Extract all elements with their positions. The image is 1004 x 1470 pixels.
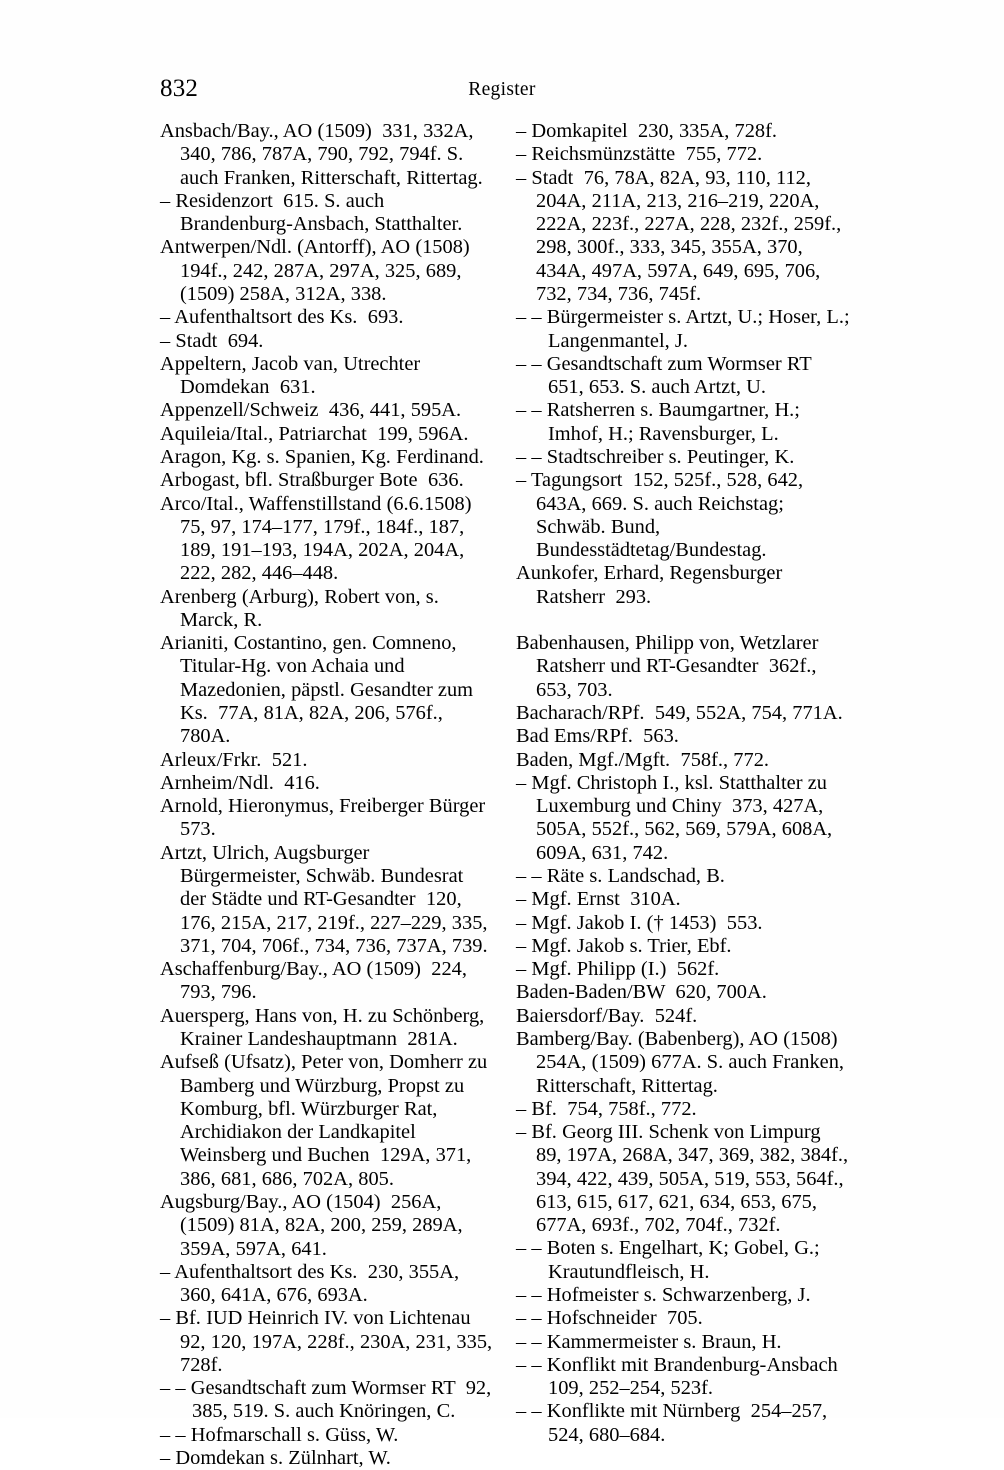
index-subentry: – Reichsmünzstätte 755, 772. bbox=[516, 143, 763, 166]
index-column-left bbox=[160, 120, 498, 1470]
index-subentry: – – Gesandtschaft zum Wormser RT 651, 653. S. auch Artzt, U. bbox=[516, 352, 822, 399]
index-entry: Arco/Ital., Waffenstillstand (6.6.1508) 75, 97, 174–177, 179f., 184f., 187, 189, 191–193, 194A, 202A, 204A, 222, 282, 446–448. bbox=[160, 492, 482, 585]
index-entry: Arnheim/Ndl. 416. bbox=[160, 771, 320, 794]
index-subentry: – Mgf. Philipp (I.) 562f. bbox=[516, 958, 720, 981]
section-break bbox=[516, 609, 850, 632]
index-entry: Aschaffenburg/Bay., AO (1509) 224, 793, 796. bbox=[160, 958, 473, 1004]
index-subentry: – – Räte s. Landschad, B. bbox=[516, 864, 725, 887]
index-entry: Babenhausen, Philipp von, Wetzlarer Ratsherr und RT-Gesandter 362f., 653, 703. bbox=[516, 632, 824, 701]
index-subentry: – Mgf. Jakob I. († 1453) 553. bbox=[516, 911, 763, 934]
index-subentry: – – Hofschneider 705. bbox=[516, 1307, 703, 1330]
index-subentry: – – Boten s. Engelhart, K; Gobel, G.; Krautundfleisch, H. bbox=[516, 1237, 825, 1283]
index-subentry: – Mgf. Jakob s. Trier, Ebf. bbox=[516, 934, 732, 957]
index-subentry: – – Stadtschreiber s. Peutinger, K. bbox=[516, 445, 795, 468]
index-subentry: – Stadt 76, 78A, 82A, 93, 110, 112, 204A, 211A, 213, 216–219, 220A, 222A, 223f., 227A, 228, 232f., 259f., 298, 300f., 333, 345, 355A, 370, 434A, 497A, 597A, 649, 695, 706, 732, 734, 736, 745f. bbox=[516, 166, 847, 305]
index-entry: Baiersdorf/Bay. 524f. bbox=[516, 1004, 698, 1027]
index-entry: Ansbach/Bay., AO (1509) 331, 332A, 340, 786, 787A, 790, 792, 794f. S. auch Franken, Ritterschaft, Rittertag. bbox=[160, 120, 483, 189]
index-subentry: – Bf. IUD Heinrich IV. von Lichtenau 92, 120, 197A, 228f., 230A, 231, 335, 728f. bbox=[160, 1307, 498, 1376]
index-subentry: – – Hofmeister s. Schwarzenberg, J. bbox=[516, 1284, 811, 1307]
index-entry: Antwerpen/Ndl. (Antorff), AO (1508) 194f., 242, 287A, 297A, 325, 689, (1509) 258A, 312A, 338. bbox=[160, 236, 481, 305]
index-subentry: – Bf. Georg III. Schenk von Limpurg 89, 197A, 268A, 347, 369, 382, 384f., 394, 422, 439, 505A, 519, 553, 564f., 613, 615, 617, 621, 634, 653, 675, 677A, 693f., 702, 704f., 732f. bbox=[516, 1121, 854, 1237]
index-entry: Aquileia/Ital., Patriarchat 199, 596A. bbox=[160, 422, 469, 445]
index-subentry: – Mgf. Ernst 310A. bbox=[516, 888, 681, 911]
index-entry: Bamberg/Bay. (Babenberg), AO (1508) 254A, (1509) 677A. S. auch Franken, Ritterschaft, Rittertag. bbox=[516, 1027, 850, 1097]
index-subentry: – – Gesandtschaft zum Wormser RT 92, 385, 519. S. auch Knöringen, C. bbox=[160, 1377, 497, 1423]
index-subentry: – Domkapitel 230, 335A, 728f. bbox=[516, 120, 778, 142]
index-entry: Aufseß (Ufsatz), Peter von, Domherr zu Bamberg und Würzburg, Propst zu Komburg, bfl. Würzburger Rat, Archidiakon der Landkapitel Weinsberg und Buchen 129A, 371, 386, 681, 686, 702A, 805. bbox=[160, 1051, 493, 1190]
index-entry: Bad Ems/RPf. 563. bbox=[516, 725, 679, 748]
index-entry: Auersperg, Hans von, H. zu Schönberg, Krainer Landeshauptmann 281A. bbox=[160, 1004, 490, 1050]
index-subentry: – Stadt 694. bbox=[160, 329, 264, 352]
index-entry: Arianiti, Costantino, gen. Comneno, Titular-Hg. von Achaia und Mazedonien, päpstl. Gesandter zum Ks. 77A, 81A, 82A, 206, 576f., 780A. bbox=[160, 632, 479, 748]
index-subentry: – – Konflikte mit Nürnberg 254–257, 524, 680–684. bbox=[516, 1400, 833, 1446]
page-title: Register bbox=[468, 79, 536, 100]
index-entry: Appeltern, Jacob van, Utrechter Domdekan 631. bbox=[160, 352, 426, 399]
index-subentry: – Tagungsort 152, 525f., 528, 642, 643A, 669. S. auch Reichstag; Schwäb. Bund, Bundesstädtetag/Bundestag. bbox=[516, 469, 809, 562]
index-entry: Arleux/Frkr. 521. bbox=[160, 748, 308, 771]
index-subentry: – Aufenthaltsort des Ks. 693. bbox=[160, 306, 404, 329]
index-subentry: – – Ratsherren s. Baumgartner, H.; Imhof, H.; Ravensburger, L. bbox=[516, 399, 806, 445]
index-columns bbox=[160, 120, 855, 1470]
index-entry: Bacharach/RPf. 549, 552A, 754, 771A. bbox=[516, 702, 843, 725]
index-subentry: – – Hofmarschall s. Güss, W. bbox=[160, 1423, 399, 1446]
running-head bbox=[160, 74, 844, 104]
index-column-right bbox=[516, 120, 855, 1470]
index-entry: Augsburg/Bay., AO (1504) 256A, (1509) 81A, 82A, 200, 259, 289A, 359A, 597A, 641. bbox=[160, 1190, 468, 1260]
index-subentry: – Aufenthaltsort des Ks. 230, 355A, 360, 641A, 676, 693A. bbox=[160, 1260, 465, 1307]
index-entry: Arenberg (Arburg), Robert von, s. Marck, R. bbox=[160, 585, 445, 631]
index-subentry: – Domdekan s. Zülnhart, W. bbox=[160, 1447, 391, 1470]
index-subentry: – – Kammermeister s. Braun, H. bbox=[516, 1330, 782, 1353]
index-entry: Artzt, Ulrich, Augsburger Bürgermeister, Schwäb. Bundesrat der Städte und RT-Gesandter 120, 176, 215A, 217, 219f., 227–229, 335, 371, 704, 706f., 734, 736, 737A, 739. bbox=[160, 841, 493, 957]
index-subentry: – – Konflikt mit Brandenburg-Ansbach 109, 252–254, 523f. bbox=[516, 1353, 849, 1400]
index-subentry: – Mgf. Christoph I., ksl. Statthalter zu Luxemburg und Chiny 373, 427A, 505A, 552f., 562, 569, 579A, 608A, 609A, 631, 742. bbox=[516, 771, 838, 864]
index-entry: Baden-Baden/BW 620, 700A. bbox=[516, 981, 767, 1004]
index-entry: Appenzell/Schweiz 436, 441, 595A. bbox=[160, 399, 462, 422]
index-subentry: – Bf. 754, 758f., 772. bbox=[516, 1097, 697, 1120]
index-entry: Aragon, Kg. s. Spanien, Kg. Ferdinand. bbox=[160, 445, 484, 468]
index-entry: Arnold, Hieronymus, Freiberger Bürger 573. bbox=[160, 795, 496, 841]
index-subentry: – Residenzort 615. S. auch Brandenburg-Ansbach, Statthalter. bbox=[160, 189, 463, 236]
index-entry: Aunkofer, Erhard, Regensburger Ratsherr 293. bbox=[516, 562, 788, 608]
index-entry: Baden, Mgf./Mgft. 758f., 772. bbox=[516, 748, 769, 771]
index-entry: Arbogast, bfl. Straßburger Bote 636. bbox=[160, 469, 464, 492]
index-subentry: – – Bürgermeister s. Artzt, U.; Hoser, L.; Langenmantel, J. bbox=[516, 306, 855, 352]
page-number: 832 bbox=[160, 75, 199, 102]
